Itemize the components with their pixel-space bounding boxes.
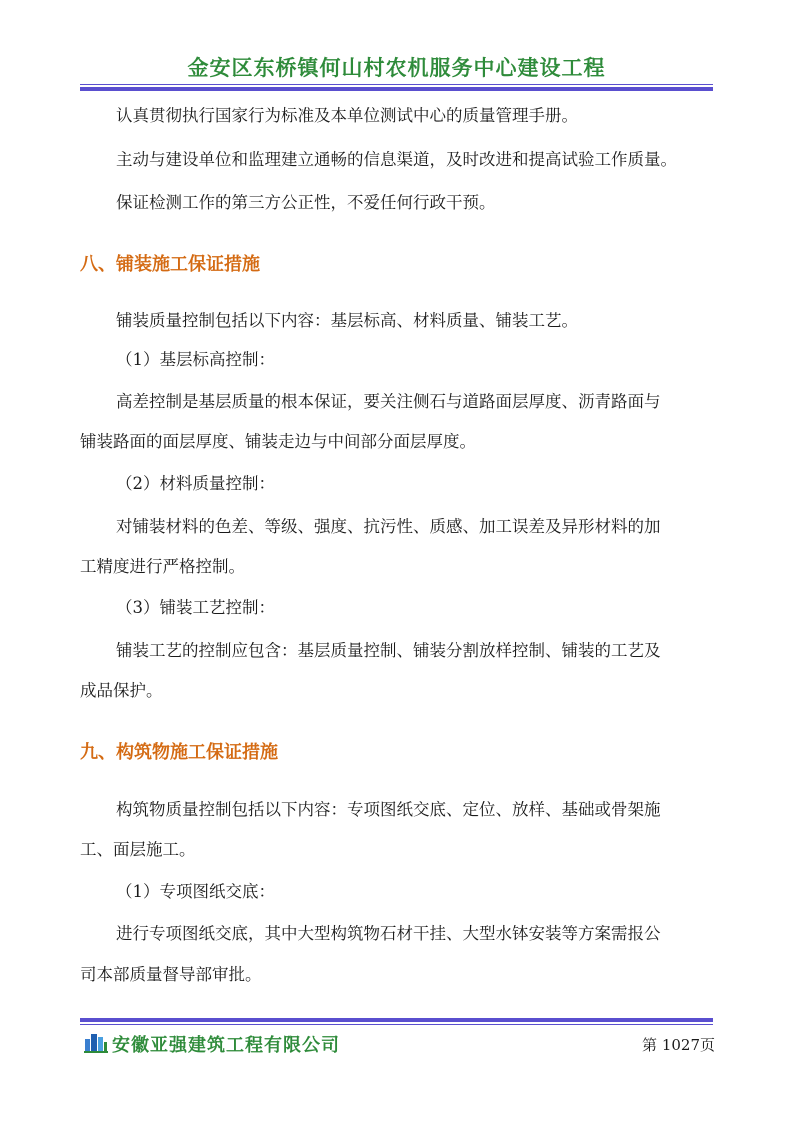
section-heading-8: 八、铺装施工保证措施 <box>80 254 260 275</box>
section-heading-9: 九、构筑物施工保证措施 <box>80 742 278 763</box>
footer-company-name: 安徽亚强建筑工程有限公司 <box>112 1035 340 1056</box>
body-line: 铺装路面的面层厚度、铺装走边与中间部分面层厚度。 <box>80 432 476 451</box>
footer-rule-thick <box>80 1018 713 1022</box>
body-line: 铺装工艺的控制应包含：基层质量控制、铺装分割放样控制、铺装的工艺及 <box>116 641 661 660</box>
body-line: 铺装质量控制包括以下内容：基层标高、材料质量、铺装工艺。 <box>116 311 578 330</box>
body-line: 高差控制是基层质量的根本保证，要关注侧石与道路面层厚度、沥青路面与 <box>116 392 661 411</box>
body-line: 主动与建设单位和监理建立通畅的信息渠道，及时改进和提高试验工作质量。 <box>116 150 677 169</box>
body-line: 工精度进行严格控制。 <box>80 557 245 576</box>
sub-heading: （3）铺装工艺控制： <box>116 598 275 617</box>
body-line: 进行专项图纸交底，其中大型构筑物石材干挂、大型水钵安装等方案需报公 <box>116 924 661 943</box>
header-rule-thin <box>80 84 713 85</box>
building-logo-icon <box>84 1031 108 1053</box>
body-line: 司本部质量督导部审批。 <box>80 965 262 984</box>
body-line: 成品保护。 <box>80 681 163 700</box>
sub-heading: （1）专项图纸交底： <box>116 882 275 901</box>
body-line: 认真贯彻执行国家行为标准及本单位测试中心的质量管理手册。 <box>116 106 578 125</box>
sub-heading: （1）基层标高控制： <box>116 350 275 369</box>
sub-heading: （2）材料质量控制： <box>116 474 275 493</box>
body-line: 保证检测工作的第三方公正性，不爱任何行政干预。 <box>116 193 496 212</box>
footer-rule-thin <box>80 1024 713 1025</box>
page-number: 第 1027页 <box>642 1036 715 1054</box>
document-header-title: 金安区东桥镇何山村农机服务中心建设工程 <box>187 56 606 80</box>
body-line: 工、面层施工。 <box>80 840 196 859</box>
body-line: 对铺装材料的色差、等级、强度、抗污性、质感、加工误差及异形材料的加 <box>116 517 661 536</box>
header-rule-thick <box>80 87 713 91</box>
body-line: 构筑物质量控制包括以下内容：专项图纸交底、定位、放样、基础或骨架施 <box>116 800 661 819</box>
